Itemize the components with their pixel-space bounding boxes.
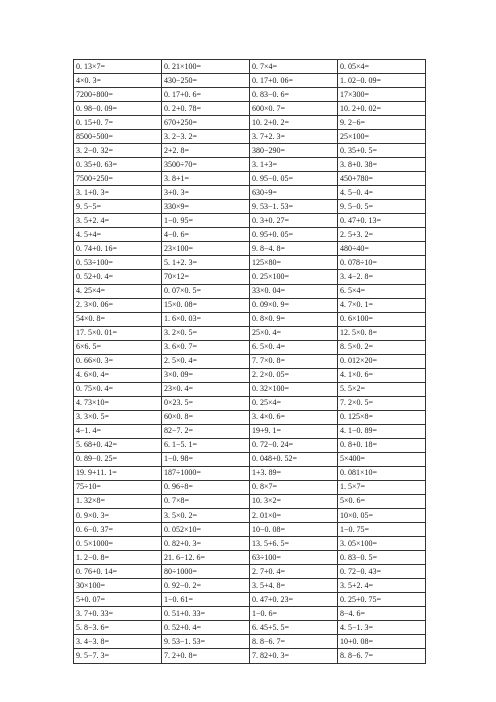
problem-cell: 3. 8+0. 38=	[338, 158, 426, 172]
problem-cell: 3. 5+2. 4=	[338, 579, 426, 593]
problem-cell: 21. 6−12. 6=	[162, 551, 250, 565]
problem-cell: 480÷40=	[338, 242, 426, 256]
table-row	[74, 242, 426, 256]
problem-cell: 3. 5+4. 8=	[250, 579, 338, 593]
table-row	[74, 579, 426, 593]
table-row	[74, 396, 426, 410]
problem-cell: 0. 47+0. 23=	[250, 593, 338, 607]
problem-cell: 0. 5×1000=	[74, 537, 162, 551]
problem-cell: 0. 76+0. 14=	[74, 565, 162, 579]
problem-cell: 9. 8−4. 8=	[250, 242, 338, 256]
problem-cell: 9. 53−1. 53=	[250, 200, 338, 214]
problem-cell: 0. 6×100=	[338, 312, 426, 326]
problem-cell: 30×100=	[74, 579, 162, 593]
problem-cell: 0. 52+0. 4=	[74, 270, 162, 284]
problem-cell: 630÷9=	[250, 186, 338, 200]
table-row	[74, 649, 426, 664]
problem-cell: 10+0. 08=	[338, 635, 426, 649]
problem-cell: 3. 1+0. 3=	[74, 186, 162, 200]
problem-cell: 3. 05×100=	[338, 537, 426, 551]
problem-cell: 7. 2×0. 5=	[338, 396, 426, 410]
problem-cell: 1. 02−0. 09=	[338, 74, 426, 88]
problem-cell: 8500÷500=	[74, 130, 162, 144]
problem-cell: 0. 83−0. 5=	[338, 551, 426, 565]
problem-cell: 0. 82+0. 3=	[162, 537, 250, 551]
problem-cell: 0. 048+0. 52=	[250, 452, 338, 466]
problem-cell: 0. 35+0. 63=	[74, 158, 162, 172]
problem-cell: 0. 95+0. 05=	[250, 228, 338, 242]
problem-cell: 4. 5−1. 3=	[338, 621, 426, 635]
problem-cell: 0. 7×8=	[162, 494, 250, 508]
problem-cell: 9. 5−5=	[74, 200, 162, 214]
problem-cell: 1−0. 95=	[162, 214, 250, 228]
problem-cell: 0. 25×4=	[250, 396, 338, 410]
problem-cell: 3. 1+3=	[250, 158, 338, 172]
table-row	[74, 172, 426, 186]
problem-cell: 13. 5+6. 5=	[250, 537, 338, 551]
problem-cell: 4. 5+4=	[74, 228, 162, 242]
problem-cell: 0. 35+0. 5=	[338, 144, 426, 158]
problem-cell: 0. 95−0. 05=	[250, 172, 338, 186]
problem-cell: 0. 53÷100=	[74, 256, 162, 270]
table-row	[74, 382, 426, 396]
problem-cell: 4. 1−0. 89=	[338, 424, 426, 438]
problem-cell: 0. 8×0. 9=	[250, 312, 338, 326]
problem-cell: 6. 5×4=	[338, 284, 426, 298]
problem-cell: 6. 45+5. 5=	[250, 621, 338, 635]
exercise-table-body	[74, 60, 426, 664]
problem-cell: 0. 052×10=	[162, 523, 250, 537]
table-row	[74, 480, 426, 494]
problem-cell: 0×23. 5=	[162, 396, 250, 410]
problem-cell: 10. 3×2=	[250, 494, 338, 508]
problem-cell: 380−290=	[250, 144, 338, 158]
problem-cell: 23×100=	[162, 242, 250, 256]
problem-cell: 2. 5×0. 4=	[162, 354, 250, 368]
problem-cell: 0. 89−0. 25=	[74, 452, 162, 466]
problem-cell: 70×12=	[162, 270, 250, 284]
problem-cell: 4−0. 6=	[162, 228, 250, 242]
table-row	[74, 621, 426, 635]
exercise-table	[73, 59, 426, 664]
table-row	[74, 116, 426, 130]
problem-cell: 0. 96÷8=	[162, 480, 250, 494]
problem-cell: 0. 05×4=	[338, 60, 426, 74]
problem-cell: 1. 6×0. 03=	[162, 312, 250, 326]
problem-cell: 3. 5×0. 2=	[162, 509, 250, 523]
problem-cell: 80÷1000=	[162, 565, 250, 579]
problem-cell: 9. 2−6=	[338, 116, 426, 130]
problem-cell: 17×300=	[338, 88, 426, 102]
problem-cell: 9. 5−0. 5=	[338, 200, 426, 214]
problem-cell: 3. 7+0. 33=	[74, 607, 162, 621]
problem-cell: 3. 4−2. 8=	[338, 270, 426, 284]
problem-cell: 0. 66×0. 3=	[74, 354, 162, 368]
table-row	[74, 228, 426, 242]
table-row	[74, 270, 426, 284]
problem-cell: 3. 8+1=	[162, 172, 250, 186]
table-row	[74, 200, 426, 214]
problem-cell: 7200÷800=	[74, 88, 162, 102]
problem-cell: 125×80=	[250, 256, 338, 270]
table-row	[74, 60, 426, 74]
problem-cell: 0. 7×4=	[250, 60, 338, 74]
problem-cell: 0. 25+0. 75=	[338, 593, 426, 607]
problem-cell: 9. 5−7. 3=	[74, 649, 162, 664]
problem-cell: 19+9. 1=	[250, 424, 338, 438]
problem-cell: 1−0. 6=	[250, 607, 338, 621]
problem-cell: 1−0. 98=	[162, 452, 250, 466]
problem-cell: 17. 5×0. 01=	[74, 326, 162, 340]
problem-cell: 5×400=	[338, 452, 426, 466]
problem-cell: 1. 2−0. 8=	[74, 551, 162, 565]
table-row	[74, 466, 426, 480]
table-row	[74, 410, 426, 424]
problem-cell: 0. 09×0. 9=	[250, 298, 338, 312]
problem-cell: 33×0. 04=	[250, 284, 338, 298]
problem-cell: 330×9=	[162, 200, 250, 214]
problem-cell: 1. 32×8=	[74, 494, 162, 508]
table-row	[74, 438, 426, 452]
problem-cell: 54×0. 8=	[74, 312, 162, 326]
problem-cell: 2. 5+3. 2=	[338, 228, 426, 242]
problem-cell: 4. 25×4=	[74, 284, 162, 298]
problem-cell: 0. 75×0. 4=	[74, 382, 162, 396]
problem-cell: 0. 2+0. 78=	[162, 102, 250, 116]
table-row	[74, 607, 426, 621]
problem-cell: 75÷10=	[74, 480, 162, 494]
table-row	[74, 284, 426, 298]
problem-cell: 0. 012×20=	[338, 354, 426, 368]
problem-cell: 0. 25×100=	[250, 270, 338, 284]
problem-cell: 430−250=	[162, 74, 250, 88]
problem-cell: 0. 3+0. 27=	[250, 214, 338, 228]
problem-cell: 10. 2+0. 02=	[338, 102, 426, 116]
problem-cell: 23×0. 4=	[162, 382, 250, 396]
problem-cell: 4. 6×0. 4=	[74, 368, 162, 382]
table-row	[74, 74, 426, 88]
table-row	[74, 452, 426, 466]
problem-cell: 0. 72−0. 43=	[338, 565, 426, 579]
table-row	[74, 635, 426, 649]
table-row	[74, 298, 426, 312]
problem-cell: 0. 21×100=	[162, 60, 250, 74]
table-row	[74, 551, 426, 565]
problem-cell: 5+0. 07=	[74, 593, 162, 607]
table-row	[74, 88, 426, 102]
problem-cell: 3. 2×0. 5=	[162, 326, 250, 340]
problem-cell: 9. 53−1. 53=	[162, 635, 250, 649]
problem-cell: 3. 5+2. 4=	[74, 214, 162, 228]
problem-cell: 5. 5×2=	[338, 382, 426, 396]
problem-cell: 0. 13×7=	[74, 60, 162, 74]
problem-cell: 3. 4×0. 6=	[250, 410, 338, 424]
table-row	[74, 565, 426, 579]
problem-cell: 6. 5×0. 4=	[250, 340, 338, 354]
problem-cell: 0. 72−0. 24=	[250, 438, 338, 452]
table-row	[74, 102, 426, 116]
problem-cell: 8−4. 6=	[338, 607, 426, 621]
problem-cell: 3+0. 3=	[162, 186, 250, 200]
table-row	[74, 214, 426, 228]
problem-cell: 7500÷250=	[74, 172, 162, 186]
problem-cell: 0. 125×8=	[338, 410, 426, 424]
problem-cell: 15×0. 08=	[162, 298, 250, 312]
problem-cell: 7. 7×0. 8=	[250, 354, 338, 368]
problem-cell: 600×0. 7=	[250, 102, 338, 116]
problem-cell: 5×0. 6=	[338, 494, 426, 508]
problem-cell: 0. 9×0. 3=	[74, 509, 162, 523]
problem-cell: 450+780=	[338, 172, 426, 186]
problem-cell: 6. 1−5. 1=	[162, 438, 250, 452]
problem-cell: 4. 7×0. 1=	[338, 298, 426, 312]
problem-cell: 3. 4−3. 8=	[74, 635, 162, 649]
table-row	[74, 326, 426, 340]
table-row	[74, 354, 426, 368]
table-row	[74, 256, 426, 270]
problem-cell: 1+3. 89=	[250, 466, 338, 480]
table-row	[74, 368, 426, 382]
problem-cell: 7. 82+0. 3=	[250, 649, 338, 664]
table-row	[74, 537, 426, 551]
problem-cell: 0. 17+0. 06=	[250, 74, 338, 88]
problem-cell: 670+250=	[162, 116, 250, 130]
table-row	[74, 158, 426, 172]
problem-cell: 0. 47+0. 13=	[338, 214, 426, 228]
problem-cell: 4. 73×10=	[74, 396, 162, 410]
problem-cell: 0. 17+0. 6=	[162, 88, 250, 102]
table-row	[74, 186, 426, 200]
problem-cell: 1−0. 61=	[162, 593, 250, 607]
problem-cell: 8. 8−6. 7=	[250, 635, 338, 649]
problem-cell: 0. 15+0. 7=	[74, 116, 162, 130]
table-row	[74, 424, 426, 438]
problem-cell: 4×0. 3=	[74, 74, 162, 88]
problem-cell: 25×100=	[338, 130, 426, 144]
problem-cell: 0. 081×10=	[338, 466, 426, 480]
problem-cell: 3. 7+2. 3=	[250, 130, 338, 144]
problem-cell: 0. 92−0. 2=	[162, 579, 250, 593]
problem-cell: 0. 078÷10=	[338, 256, 426, 270]
problem-cell: 8. 8−6. 7=	[338, 649, 426, 664]
problem-cell: 2. 3×0. 06=	[74, 298, 162, 312]
problem-cell: 0. 83−0. 6=	[250, 88, 338, 102]
problem-cell: 2. 01×0=	[250, 509, 338, 523]
problem-cell: 5. 68+0. 42=	[74, 438, 162, 452]
problem-cell: 3. 2−3. 2=	[162, 130, 250, 144]
table-row	[74, 130, 426, 144]
problem-cell: 0. 32×100=	[250, 382, 338, 396]
problem-cell: 7. 2+0. 8=	[162, 649, 250, 664]
problem-cell: 10×0. 05=	[338, 509, 426, 523]
problem-cell: 19. 9+11. 1=	[74, 466, 162, 480]
problem-cell: 0. 98−0. 09=	[74, 102, 162, 116]
problem-cell: 2. 7+0. 4=	[250, 565, 338, 579]
problem-cell: 1. 5×7=	[338, 480, 426, 494]
problem-cell: 3500÷70=	[162, 158, 250, 172]
problem-cell: 82−7. 2=	[162, 424, 250, 438]
problem-cell: 4. 1×0. 6=	[338, 368, 426, 382]
problem-cell: 5. 8−3. 6=	[74, 621, 162, 635]
problem-cell: 4−1. 4=	[74, 424, 162, 438]
problem-cell: 187÷1000=	[162, 466, 250, 480]
table-row	[74, 312, 426, 326]
problem-cell: 0. 8+0. 18=	[338, 438, 426, 452]
problem-cell: 0. 6−0. 37=	[74, 523, 162, 537]
problem-cell: 0. 07×0. 5=	[162, 284, 250, 298]
table-row	[74, 593, 426, 607]
problem-cell: 4. 5−0. 4=	[338, 186, 426, 200]
problem-cell: 2. 2×0. 05=	[250, 368, 338, 382]
problem-cell: 2+2. 8=	[162, 144, 250, 158]
problem-cell: 3. 6×0. 7=	[162, 340, 250, 354]
problem-cell: 0. 51+0. 33=	[162, 607, 250, 621]
problem-cell: 12. 5×0. 8=	[338, 326, 426, 340]
table-row	[74, 340, 426, 354]
table-row	[74, 509, 426, 523]
problem-cell: 10−0. 08=	[250, 523, 338, 537]
problem-cell: 1−0. 75=	[338, 523, 426, 537]
problem-cell: 0. 8×7=	[250, 480, 338, 494]
problem-cell: 3. 3×0. 5=	[74, 410, 162, 424]
problem-cell: 6×6. 5=	[74, 340, 162, 354]
problem-cell: 3×0. 09=	[162, 368, 250, 382]
table-row	[74, 494, 426, 508]
problem-cell: 25×0. 4=	[250, 326, 338, 340]
problem-cell: 0. 74+0. 16=	[74, 242, 162, 256]
problem-cell: 0. 52+0. 4=	[162, 621, 250, 635]
table-row	[74, 523, 426, 537]
problem-cell: 5. 1+2. 3=	[162, 256, 250, 270]
problem-cell: 60×0. 8=	[162, 410, 250, 424]
problem-cell: 8. 5×0. 2=	[338, 340, 426, 354]
problem-cell: 63÷100=	[250, 551, 338, 565]
problem-cell: 3. 2−0. 32=	[74, 144, 162, 158]
problem-cell: 10. 2+0. 2=	[250, 116, 338, 130]
table-row	[74, 144, 426, 158]
